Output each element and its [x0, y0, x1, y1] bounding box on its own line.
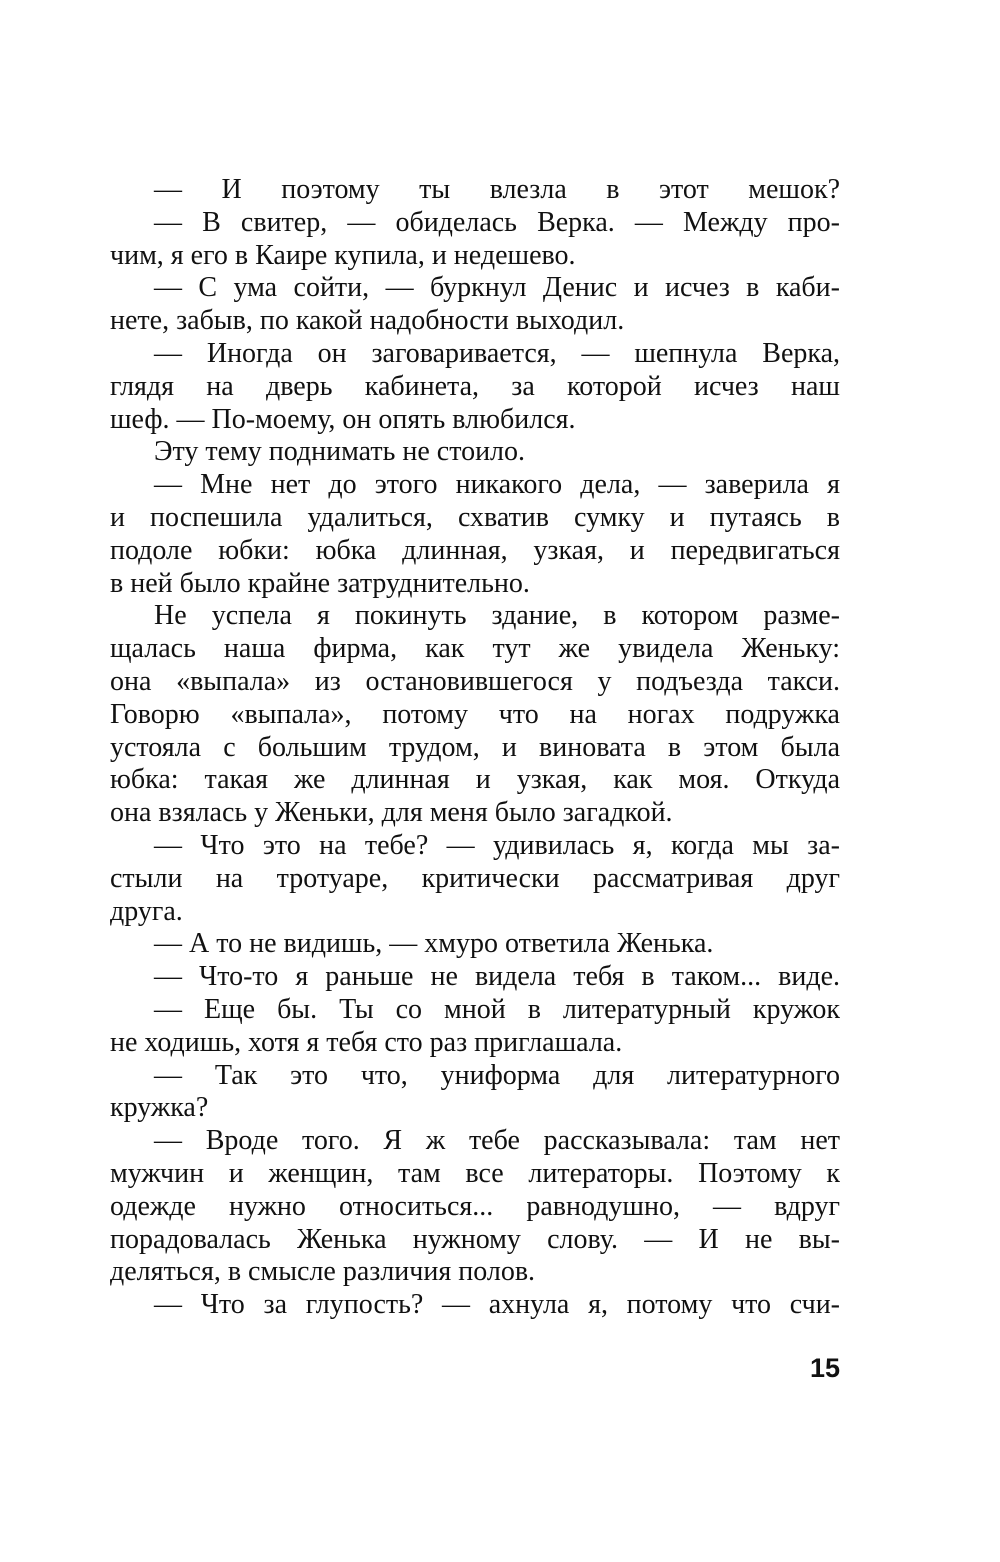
text-line: — Мне нет до этого никакого дела, — заверила я	[154, 469, 840, 501]
text-line: устояла с большим трудом, и виновата в этом была	[110, 731, 840, 763]
text-line: — С ума сойти, — буркнул Денис и исчез в каби-	[154, 272, 840, 304]
text-line: она взялась у Женьки, для меня было загадкой.	[110, 797, 673, 829]
text-line: глядя на дверь кабинета, за которой исчез наш	[110, 370, 840, 402]
text-line: порадовалась Женька нужному слову. — И не вы-	[110, 1223, 840, 1255]
text-line: она «выпала» из остановившегося у подъезда такси.	[110, 665, 840, 697]
text-line: подоле юбки: юбка длинная, узкая, и передвигаться	[110, 534, 840, 566]
text-line: Эту тему поднимать не стоило.	[154, 436, 526, 468]
text-line: не ходишь, хотя я тебя сто раз приглашала.	[110, 1026, 623, 1058]
page-number: 15	[809, 1353, 840, 1383]
text-line: — А то не видишь, — хмуро ответила Женька.	[154, 928, 714, 960]
text-line: — Что-то я раньше не видела тебя в таком... виде.	[154, 961, 840, 993]
text-line: — Иногда он заговаривается, — шепнула Верка,	[154, 337, 840, 369]
text-line: в ней было крайне затруднительно.	[110, 567, 530, 599]
text-line: юбка: такая же длинная и узкая, как моя. Откуда	[110, 764, 840, 796]
body-text	[110, 174, 840, 1322]
text-line: кружка?	[110, 1092, 209, 1124]
text-line: Говорю «выпала», потому что на ногах подружка	[110, 698, 840, 730]
text-line: деляться, в смысле различия полов.	[110, 1256, 536, 1288]
text-line: и поспешила удалиться, схватив сумку и путаясь в	[110, 501, 840, 533]
text-line: одежде нужно относиться... равнодушно, — вдруг	[110, 1190, 840, 1222]
text-line: чим, я его в Каире купила, и недешево.	[110, 239, 576, 271]
text-line: мужчин и женщин, там все литераторы. Поэтому к	[110, 1157, 840, 1189]
text-line: щалась наша фирма, как тут же увидела Женьку:	[110, 633, 840, 665]
text-line: — Что это на тебе? — удивилась я, когда мы за-	[154, 829, 840, 861]
text-line: — Вроде того. Я ж тебе рассказывала: там нет	[154, 1125, 840, 1157]
text-line: — В свитер, — обиделась Верка. — Между про-	[154, 206, 840, 238]
text-line: — Что за глупость? — ахнула я, потому что счи-	[154, 1289, 840, 1321]
text-line: — Так это что, униформа для литературного	[154, 1059, 840, 1091]
text-line: Не успела я покинуть здание, в котором разме-	[154, 600, 840, 632]
text-line: друга.	[110, 895, 183, 927]
text-line: стыли на тротуаре, критически рассматривая друг	[110, 862, 840, 894]
text-line: — Еще бы. Ты со мной в литературный кружок	[154, 993, 840, 1025]
text-line: — И поэтому ты влезла в этот мешок?	[154, 174, 840, 205]
text-line: шеф. — По-моему, он опять влюбился.	[110, 403, 576, 435]
text-line: нете, забыв, по какой надобности выходил.	[110, 305, 625, 337]
